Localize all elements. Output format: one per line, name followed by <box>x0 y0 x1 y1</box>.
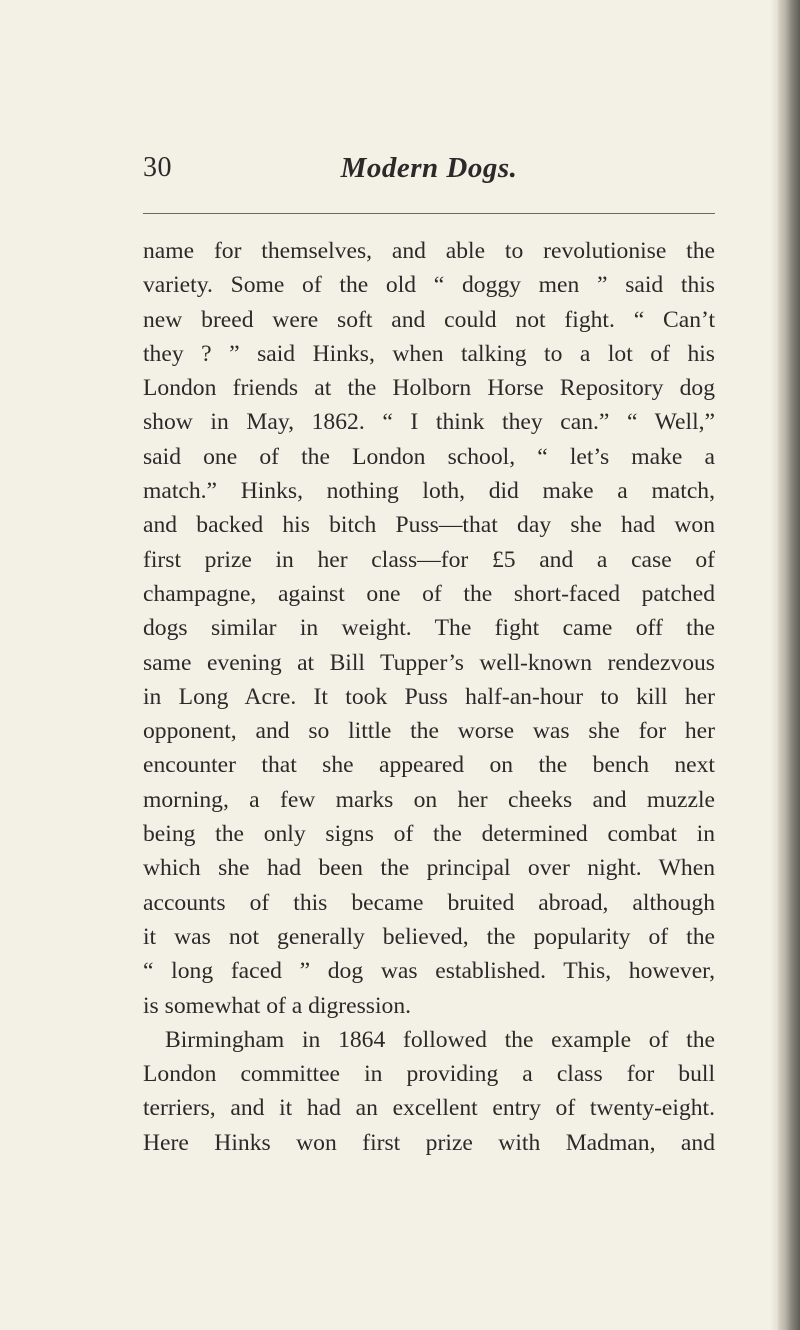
text-line: dogs similar in weight. The fight came off the <box>143 615 715 642</box>
text-line: and backed his bitch Puss—that day she had won <box>143 512 715 539</box>
body-text <box>143 234 715 1160</box>
page-edge-gradient <box>770 0 778 1330</box>
text-line: “ long faced ” dog was established. This, however, <box>143 958 715 985</box>
text-line: London committee in providing a class for bull <box>143 1061 715 1088</box>
text-line-paragraph-end: is somewhat of a digression. <box>143 992 412 1019</box>
text-line: terriers, and it had an excellent entry of twenty-eight. <box>143 1095 715 1122</box>
text-line: in Long Acre. It took Puss half-an-hour to kill her <box>143 683 715 710</box>
page-number: 30 <box>143 152 172 183</box>
text-line: variety. Some of the old “ doggy men ” said this <box>143 272 715 299</box>
text-line: they ? ” said Hinks, when talking to a lot of his <box>143 340 715 367</box>
text-line: first prize in her class—for £5 and a case of <box>143 546 715 573</box>
text-line: said one of the London school, “ let’s make a <box>143 443 715 470</box>
text-line: London friends at the Holborn Horse Repository dog <box>143 375 715 402</box>
text-line: Here Hinks won first prize with Madman, and <box>143 1129 715 1156</box>
text-line: champagne, against one of the short-faced patched <box>143 580 715 607</box>
running-title: Modern Dogs. <box>340 152 518 184</box>
text-line: new breed were soft and could not fight. “ Can’t <box>143 306 715 333</box>
text-line: show in May, 1862. “ I think they can.” “ Well,” <box>143 409 715 436</box>
text-line: same evening at Bill Tupper’s well-known rendezvous <box>143 649 715 676</box>
page-edge-shadow <box>778 0 800 1330</box>
text-line: opponent, and so little the worse was she for her <box>143 718 715 745</box>
text-line: it was not generally believed, the popularity of the <box>143 923 715 950</box>
page-header <box>143 152 715 192</box>
header-rule <box>143 213 715 214</box>
text-line: being the only signs of the determined combat in <box>143 821 715 848</box>
text-line: match.” Hinks, nothing loth, did make a match, <box>143 478 715 505</box>
text-line: which she had been the principal over night. When <box>143 855 715 882</box>
text-line-paragraph-start: Birmingham in 1864 followed the example of the <box>165 1026 715 1053</box>
text-line: accounts of this became bruited abroad, although <box>143 889 715 916</box>
text-line: morning, a few marks on her cheeks and muzzle <box>143 786 715 813</box>
text-line: name for themselves, and able to revolutionise the <box>143 238 715 264</box>
text-line: encounter that she appeared on the bench next <box>143 752 715 779</box>
